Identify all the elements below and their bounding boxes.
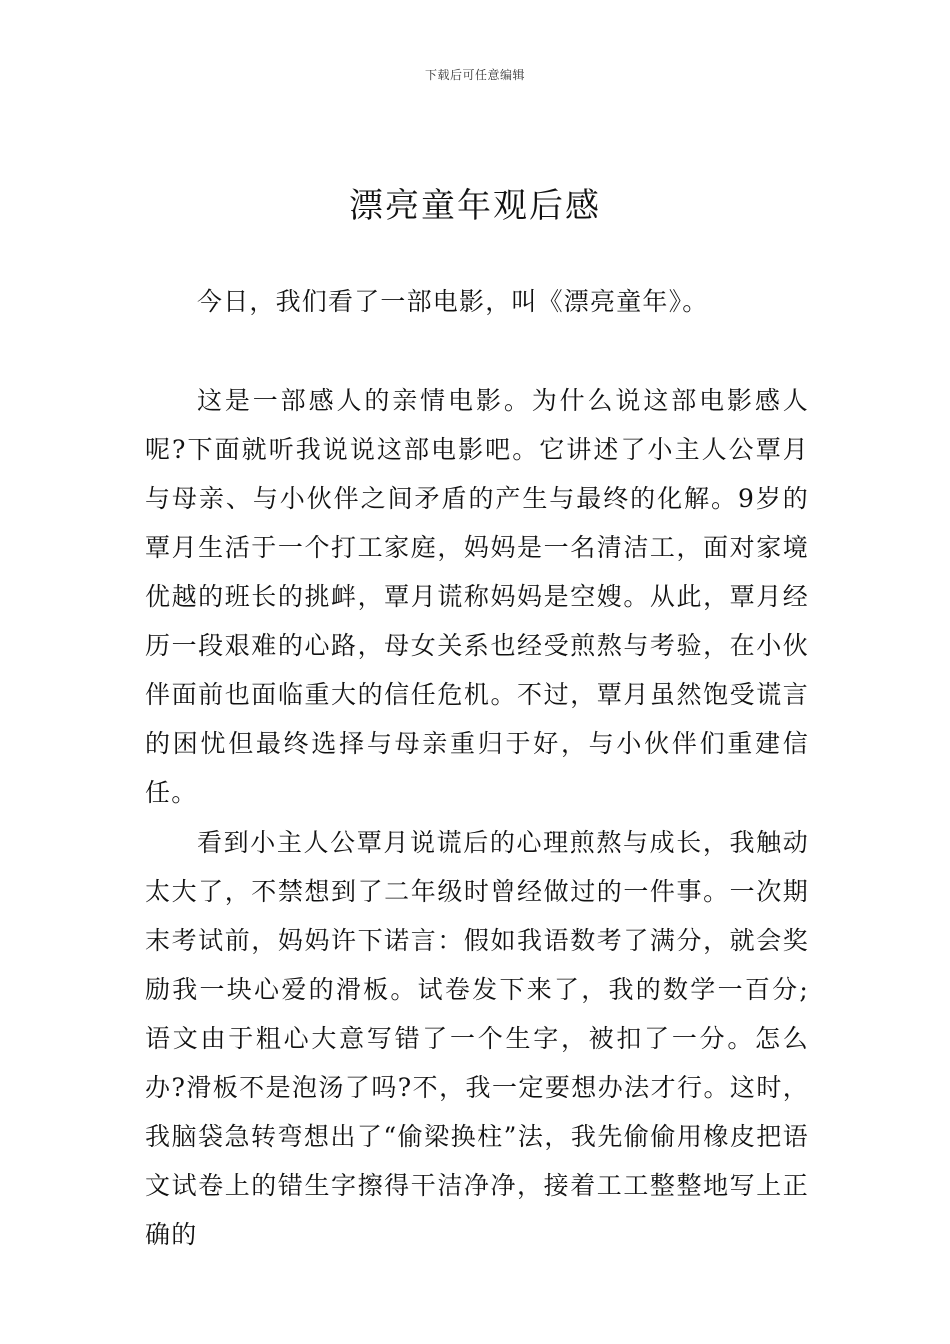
header-note: 下载后可任意编辑 [424,68,525,82]
paragraph-reflection: 看到小主人公覃月说谎后的心理煎熬与成长，我触动太大了，不禁想到了二年级时曾经做过的一件事。一次期末考试前，妈妈许下诺言：假如我语数考了满分，就会奖励我一块心爱的滑板。试卷发下来了，我的数学一百分;语文由于粗心大意写错了一个生字，被扣了一分。怎么办?滑板不是泡汤了吗?不，我一定要想办法才行。这时，我脑袋急转弯想出了“偷梁换柱”法，我先偷偷用橡皮把语文试卷上的错生字擦得干洁净净，接着工工整整地写上正确的 [145,828,809,1249]
document-title: 漂亮童年观后感 [349,186,601,226]
paragraph-intro: 今日，我们看了一部电影，叫《漂亮童年》。 [197,287,709,316]
paragraph-summary: 这是一部感人的亲情电影。为什么说这部电影感人呢?下面就听我说说这部电影吧。它讲述了小主人公覃月与母亲、与小伙伴之间矛盾的产生与最终的化解。9岁的覃月生活于一个打工家庭，妈妈是一名清洁工，面对家境优越的班长的挑衅，覃月谎称妈妈是空嫂。从此，覃月经历一段艰难的心路，母女关系也经受煎熬与考验，在小伙伴面前也面临重大的信任危机。不过，覃月虽然饱受谎言的困忧但最终选择与母亲重归于好，与小伙伴们重建信任。 [145,386,809,807]
